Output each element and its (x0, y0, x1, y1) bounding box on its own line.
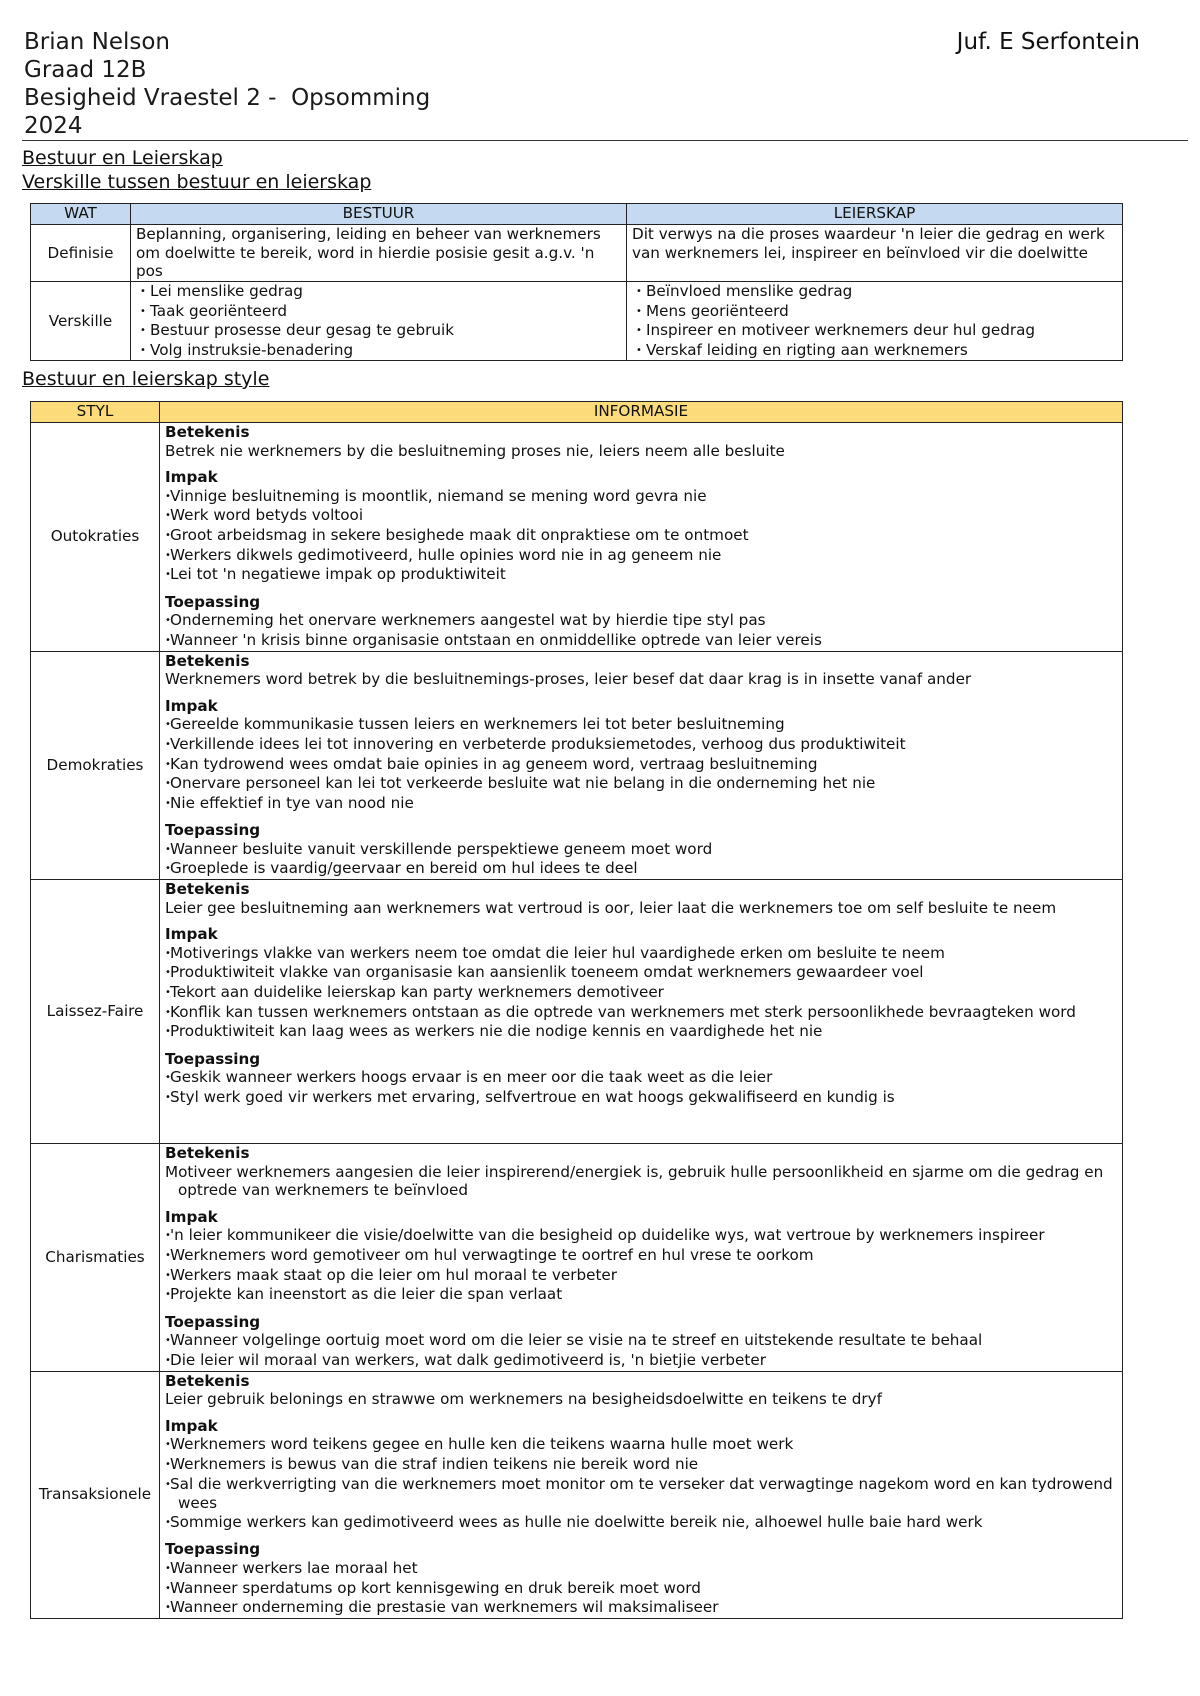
table-row (31, 282, 1123, 361)
application-list (165, 1068, 1118, 1107)
table-row (31, 1144, 1123, 1372)
meaning-text: Leier gee besluitneming aan werknemers wat vertroud is oor, leier laat die werknemers toe om self besluite te neem (165, 898, 1057, 917)
column-header: LEIERSKAP (627, 204, 1123, 225)
list-item: • Wanneer onderneming die prestasie van werknemers wil maksimaliseer (165, 1598, 1118, 1618)
leierskap-definition: Dit verwys na die proses waardeur 'n leier die gedrag en werk van werknemers lei, inspireer en beïnvloed vir die doelwitte (627, 225, 1123, 282)
list-item: • Konflik kan tussen werknemers ontstaan as die optrede van werknemers met sterk persoonlikhede bevraagteken word (165, 1003, 1118, 1023)
table-row (31, 880, 1123, 1144)
list-item: • Verskaf leiding en rigting aan werknemers (632, 341, 1117, 361)
table-row (31, 423, 1123, 652)
application-heading: Toepassing (165, 821, 261, 840)
table-row (31, 225, 1123, 282)
application-list (165, 840, 1118, 879)
list-item: • Wanneer sperdatums op kort kennisgewing en druk bereik moet word (165, 1579, 1118, 1599)
list-item: • Werknemers word teikens gegee en hulle ken die teikens waarna hulle moet werk (165, 1435, 1118, 1455)
column-header: INFORMASIE (160, 402, 1123, 423)
list-item: • Werknemers word gemotiveer om hul verwagtinge te oortref en hul vrese te oorkom (165, 1246, 1118, 1266)
teacher-name: Juf. E Serfontein (956, 29, 1140, 55)
meaning-text: Leier gebruik belonings en strawwe om werknemers na besigheidsdoelwitte en teikens te dryf (165, 1390, 883, 1409)
application-block (165, 1540, 1118, 1617)
document-title: Besigheid Vraestel 2 - Opsomming (24, 85, 431, 111)
meaning-block (165, 880, 1118, 917)
list-item: • Werknemers is bewus van die straf indien teikens nie bereik word nie (165, 1455, 1118, 1475)
impact-list (165, 1226, 1118, 1304)
list-item: • Kan tydrowend wees omdat baie opinies in ag geneem word, vertraag besluitneming (165, 755, 1118, 775)
list-item: • Gereelde kommunikasie tussen leiers en werknemers lei tot beter besluitneming (165, 715, 1118, 735)
list-item: • Inspireer en motiveer werknemers deur hul gedrag (632, 321, 1117, 341)
impact-heading: Impak (165, 1416, 218, 1435)
list-item: • Projekte kan ineenstort as die leier die span verlaat (165, 1285, 1118, 1305)
list-item: • Lei menslike gedrag (136, 282, 621, 302)
comparison-table (30, 203, 1123, 361)
list-item: • Volg instruksie-benadering (136, 341, 621, 361)
meaning-heading: Betekenis (165, 1144, 250, 1163)
application-heading: Toepassing (165, 1540, 261, 1559)
meaning-block (165, 652, 1118, 689)
list-item: • Vinnige besluitneming is moontlik, niemand se mening word gevra nie (165, 487, 1118, 507)
meaning-heading: Betekenis (165, 880, 250, 899)
meaning-heading: Betekenis (165, 423, 250, 441)
list-item: • Verkillende idees lei tot innovering en verbeterde produksiemetodes, verhoog dus produktiwiteit (165, 735, 1118, 755)
list-item: • Beïnvloed menslike gedrag (632, 282, 1117, 302)
styles-body (31, 423, 1123, 1619)
year: 2024 (24, 113, 83, 139)
impact-list (165, 944, 1118, 1042)
style-info (160, 651, 1123, 880)
column-header: WAT (31, 204, 131, 225)
meaning-text: Werknemers word betrek by die besluitnemings-proses, leier besef dat daar krag is in insette vanaf ander (165, 670, 972, 689)
section-title: Bestuur en leierskap style (22, 368, 270, 390)
list-item: • Wanneer volgelinge oortuig moet word om die leier se visie na te streef en uitstekende resultate te behaal (165, 1331, 1118, 1351)
styles-table (30, 401, 1123, 1619)
list-item: • Groeplede is vaardig/geervaar en bereid om hul idees te deel (165, 859, 1118, 879)
list-item: • 'n leier kommunikeer die visie/doelwitte van die besigheid op duidelike wys, wat vertroue by werknemers inspireer (165, 1226, 1118, 1246)
list-item: • Onervare personeel kan lei tot verkeerde besluite wat nie belang in die onderneming het nie (165, 774, 1118, 794)
list-item: • Lei tot 'n negatiewe impak op produktiwiteit (165, 565, 1118, 585)
list-item: • Nie effektief in tye van nood nie (165, 794, 1118, 814)
leierskap-differences (627, 282, 1123, 361)
list-item: • Werkers dikwels gedimotiveerd, hulle opinies word nie in ag geneem nie (165, 546, 1118, 566)
bestuur-differences (131, 282, 627, 361)
style-name: Demokraties (31, 651, 160, 880)
style-name: Outokraties (31, 423, 160, 652)
bullet-list (632, 282, 1117, 360)
application-list (165, 1559, 1118, 1618)
meaning-heading: Betekenis (165, 1371, 250, 1390)
style-name: Charismaties (31, 1144, 160, 1372)
application-heading: Toepassing (165, 1312, 261, 1331)
bestuur-definition: Beplanning, organisering, leiding en beheer van werknemers om doelwitte te bereik, word in hierdie posisie gesit a.g.v. 'n pos (131, 225, 627, 282)
impact-block (165, 468, 1118, 585)
style-name: Transaksionele (31, 1371, 160, 1618)
list-item: • Produktiwiteit vlakke van organisasie kan aansienlik toeneem omdat werknemers gewaardeer voel (165, 963, 1118, 983)
header-divider (22, 140, 1188, 141)
list-item: • Wanneer besluite vanuit verskillende perspektiewe geneem moet word (165, 840, 1118, 860)
style-info (160, 880, 1123, 1144)
impact-block (165, 697, 1118, 814)
list-item: • Onderneming het onervare werknemers aangestel wat by hierdie tipe styl pas (165, 611, 1118, 631)
impact-list (165, 1435, 1118, 1532)
style-name: Laissez-Faire (31, 880, 160, 1144)
impact-list (165, 487, 1118, 585)
meaning-heading: Betekenis (165, 651, 250, 670)
column-header: STYL (31, 402, 160, 423)
application-block (165, 593, 1118, 651)
meaning-block (165, 1144, 1118, 1200)
list-item: • Bestuur prosesse deur gesag te gebruik (136, 321, 621, 341)
section-subtitle: Verskille tussen bestuur en leierskap (22, 171, 372, 193)
list-item: • Wanneer werkers lae moraal het (165, 1559, 1118, 1579)
list-item: • Tekort aan duidelike leierskap kan party werknemers demotiveer (165, 983, 1118, 1003)
list-item: • Geskik wanneer werkers hoogs ervaar is en meer oor die taak weet as die leier (165, 1068, 1118, 1088)
style-info (160, 423, 1123, 652)
list-item: • Werkers maak staat op die leier om hul moraal te verbeter (165, 1266, 1118, 1286)
section-title: Bestuur en Leierskap (22, 147, 223, 169)
impact-heading: Impak (165, 468, 218, 487)
list-item: • Groot arbeidsmag in sekere besighede maak dit onpraktiese om te ontmoet (165, 526, 1118, 546)
list-item: • Taak georiënteerd (136, 302, 621, 322)
list-item: • Mens georiënteerd (632, 302, 1117, 322)
application-heading: Toepassing (165, 592, 261, 611)
table-row (31, 651, 1123, 880)
impact-heading: Impak (165, 1207, 218, 1226)
meaning-text: Betrek nie werknemers by die besluitneming proses nie, leiers neem alle besluite (165, 441, 785, 460)
application-list (165, 1331, 1118, 1370)
application-list (165, 611, 1118, 650)
list-item: • Werk word betyds voltooi (165, 506, 1118, 526)
grade: Graad 12B (24, 57, 147, 83)
impact-block (165, 1417, 1118, 1533)
style-info (160, 1371, 1123, 1618)
style-info (160, 1144, 1123, 1372)
impact-block (165, 925, 1118, 1042)
application-block (165, 1313, 1118, 1371)
list-item: • Wanneer 'n krisis binne organisasie ontstaan en onmiddellike optrede van leier vereis (165, 631, 1118, 651)
application-block (165, 1050, 1118, 1108)
impact-block (165, 1208, 1118, 1305)
row-label: Verskille (31, 282, 131, 361)
student-name: Brian Nelson (24, 29, 170, 55)
application-heading: Toepassing (165, 1049, 261, 1068)
meaning-block (165, 423, 1118, 460)
list-item: • Sal die werkverrigting van die werknemers moet monitor om te verseker dat verwagtinge nagekom word en kan tydrowend wees (165, 1475, 1118, 1513)
list-item: • Sommige werkers kan gedimotiveerd wees as hulle nie doelwitte bereik nie, alhoewel hulle baie hard werk (165, 1513, 1118, 1533)
application-block (165, 821, 1118, 879)
list-item: • Produktiwiteit kan laag wees as werkers nie die nodige kennis en vaardighede het nie (165, 1022, 1118, 1042)
meaning-block (165, 1372, 1118, 1409)
table-row (31, 1371, 1123, 1618)
row-label: Definisie (31, 225, 131, 282)
list-item: • Styl werk goed vir werkers met ervaring, selfvertroue en wat hoogs gekwalifiseerd en kundig is (165, 1088, 1118, 1108)
table-header-row (31, 204, 1123, 225)
column-header: BESTUUR (131, 204, 627, 225)
meaning-text: Motiveer werknemers aangesien die leier inspirerend/energiek is, gebruik hulle persoonlikheid en sjarme om die gedrag en optrede van werknemers te beïnvloed (165, 1162, 1104, 1200)
impact-heading: Impak (165, 925, 218, 944)
list-item: • Die leier wil moraal van werkers, wat dalk gedimotiveerd is, 'n bietjie verbeter (165, 1351, 1118, 1371)
list-item: • Motiverings vlakke van werkers neem toe omdat die leier hul vaardighede erken om besluite te neem (165, 944, 1118, 964)
table-header-row (31, 402, 1123, 423)
impact-heading: Impak (165, 696, 218, 715)
bullet-list (136, 282, 621, 360)
impact-list (165, 715, 1118, 813)
